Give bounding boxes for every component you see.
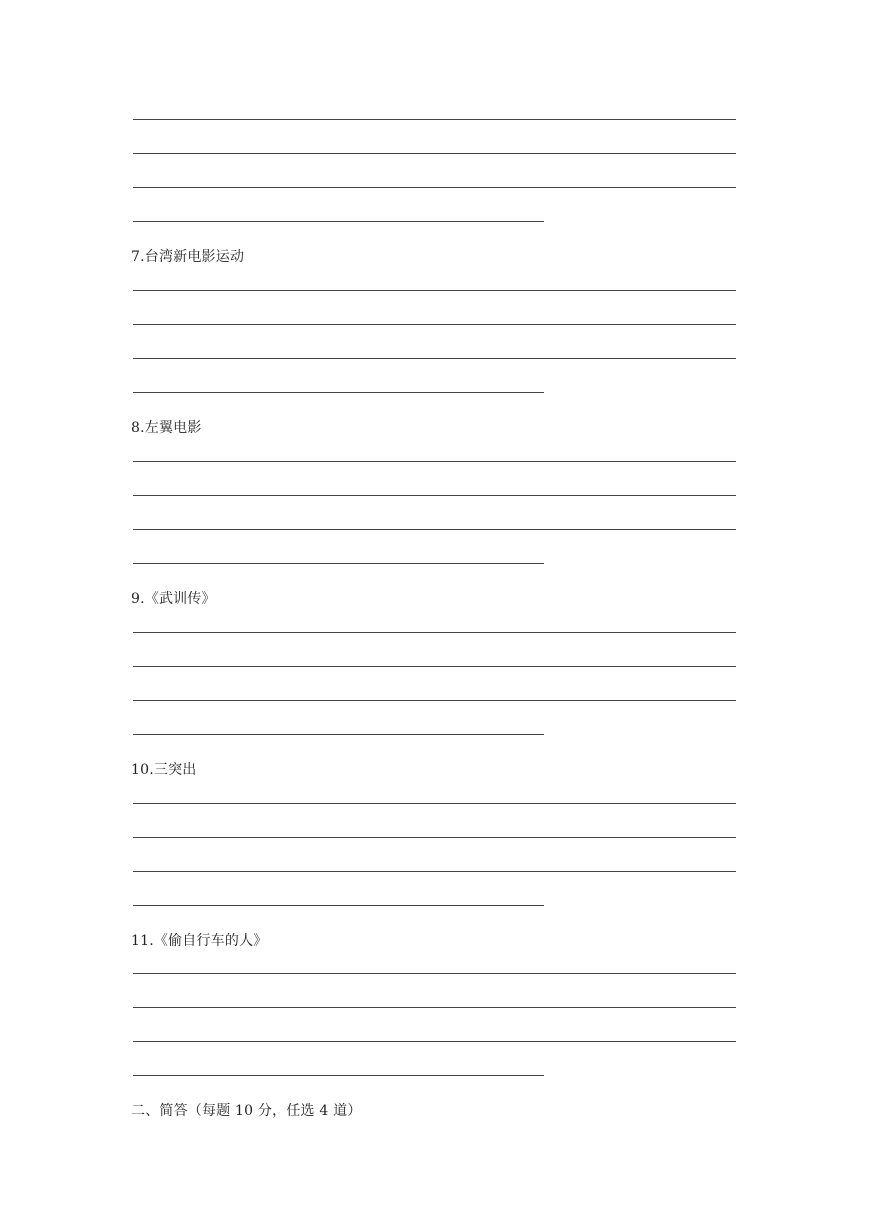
answer-line (133, 871, 736, 872)
question-7-label: 7.台湾新电影运动 (131, 249, 245, 265)
answer-line (133, 666, 736, 667)
answer-line (133, 187, 736, 188)
section-heading: 二、简答（每题 10 分，任选 4 道） (131, 1103, 362, 1119)
answer-line (133, 529, 736, 530)
answer-line (133, 837, 736, 838)
answer-line (133, 803, 736, 804)
answer-line (133, 905, 544, 906)
question-10-label: 10.三突出 (131, 762, 197, 778)
answer-line (133, 392, 544, 393)
answer-line (133, 153, 736, 154)
question-9-label: 9.《武训传》 (131, 591, 216, 607)
answer-line (133, 1007, 736, 1008)
answer-line (133, 461, 736, 462)
answer-line (133, 563, 544, 564)
answer-line (133, 358, 736, 359)
answer-line (133, 700, 736, 701)
question-11-label: 11.《偷自行车的人》 (131, 933, 268, 949)
answer-line (133, 119, 736, 120)
answer-line (133, 973, 736, 974)
answer-line (133, 290, 736, 291)
answer-line (133, 495, 736, 496)
answer-line (133, 632, 736, 633)
answer-line (133, 1075, 544, 1076)
answer-line (133, 734, 544, 735)
answer-line (133, 221, 544, 222)
answer-line (133, 324, 736, 325)
question-8-label: 8.左翼电影 (131, 420, 202, 436)
answer-line (133, 1041, 736, 1042)
